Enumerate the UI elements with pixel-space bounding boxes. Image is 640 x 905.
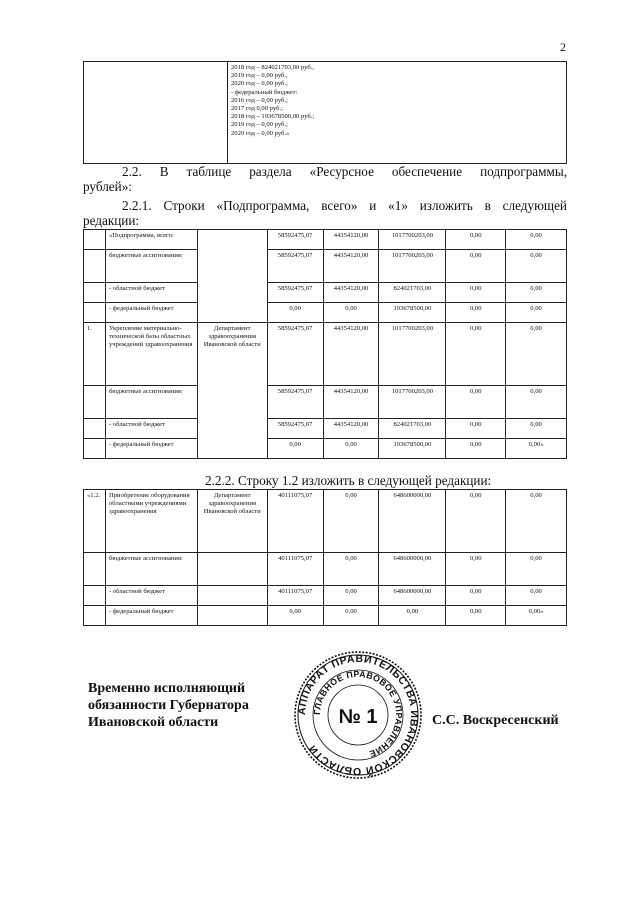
table-row bbox=[84, 439, 567, 459]
row-name: - федеральный бюджет bbox=[105, 439, 197, 459]
value-cell: 0,00 bbox=[506, 230, 567, 250]
value-cell: 0,00 bbox=[446, 490, 506, 553]
row-name: - областной бюджет bbox=[105, 283, 197, 303]
value-cell: 0,00 bbox=[446, 323, 506, 386]
funding-line: 2020 год – 0,00 руб.; bbox=[231, 80, 288, 88]
funding-line: 2018 год – 824021703,00 руб., bbox=[231, 64, 315, 71]
value-cell: 824021703,00 bbox=[379, 283, 446, 303]
table-row bbox=[84, 386, 567, 419]
row-number bbox=[84, 283, 106, 303]
value-cell: 0,00 bbox=[323, 303, 379, 323]
value-cell: 0,00 bbox=[323, 606, 379, 626]
value-cell: 0,00 bbox=[323, 553, 379, 586]
value-cell: 0,00 bbox=[446, 439, 506, 459]
value-cell: 824021703,00 bbox=[379, 419, 446, 439]
funding-cell bbox=[228, 62, 567, 164]
table-row bbox=[84, 283, 567, 303]
funding-line: 2016 год – 0,00 руб.; bbox=[231, 96, 288, 104]
row-executor: Департамент здравоохранения Ивановской области bbox=[197, 490, 267, 553]
value-cell: 1017700203,00 bbox=[379, 230, 446, 250]
value-cell: 58592475,07 bbox=[267, 386, 323, 419]
table-row bbox=[84, 553, 567, 586]
table-row bbox=[84, 490, 567, 553]
value-cell: 0,00 bbox=[446, 553, 506, 586]
value-cell: 40111075,07 bbox=[267, 586, 323, 606]
row-number bbox=[84, 439, 106, 459]
value-cell: 1017700203,00 bbox=[379, 323, 446, 386]
value-cell: 648600000,00 bbox=[379, 553, 446, 586]
table-row bbox=[84, 230, 567, 250]
row-name: - областной бюджет bbox=[105, 419, 197, 439]
paragraph-2-2-line2: рублей»: bbox=[83, 179, 132, 194]
value-cell: 44354120,00 bbox=[323, 386, 379, 419]
value-cell: 58592475,07 bbox=[267, 250, 323, 283]
value-cell: 0,00 bbox=[506, 250, 567, 283]
row-name: - федеральный бюджет bbox=[105, 303, 197, 323]
signatory-title-line: Временно исполняющий bbox=[88, 681, 246, 696]
row-executor bbox=[197, 606, 267, 626]
table-row bbox=[84, 303, 567, 323]
value-cell: 44354120,00 bbox=[323, 419, 379, 439]
paragraph-2-2-2: 2.2.2. Строку 1.2 изложить в следующей редакции: bbox=[205, 473, 492, 488]
funding-line: 2017 год 0,00 руб.; bbox=[231, 105, 283, 113]
value-cell: 0,00 bbox=[506, 323, 567, 386]
continued-table-fragment bbox=[83, 61, 567, 164]
value-cell: 58592475,07 bbox=[267, 283, 323, 303]
value-cell: 0,00» bbox=[506, 439, 567, 459]
row-number bbox=[84, 230, 106, 250]
page-number: 2 bbox=[560, 40, 566, 54]
value-cell: 1017700203,00 bbox=[379, 250, 446, 283]
funding-line: - федеральный бюджет: bbox=[231, 88, 298, 96]
value-cell: 0,00 bbox=[446, 386, 506, 419]
value-cell: 0,00 bbox=[506, 419, 567, 439]
value-cell: 44354120,00 bbox=[323, 323, 379, 386]
signatory-title-line: обязанности Губернатора bbox=[88, 698, 249, 713]
value-cell: 58592475,07 bbox=[267, 323, 323, 386]
seal-outer-text: АППАРАТ ПРАВИТЕЛЬСТВА ИВАНОВСКОЙ ОБЛАСТИ bbox=[295, 652, 421, 778]
value-cell: 0,00 bbox=[323, 586, 379, 606]
row-executor bbox=[197, 230, 267, 323]
value-cell: 0,00 bbox=[446, 250, 506, 283]
paragraph-2-2-line1: 2.2. В таблице раздела «Ресурсное обеспечение подпрограммы, bbox=[122, 164, 567, 179]
value-cell: 0,00 bbox=[323, 439, 379, 459]
value-cell: 0,00 bbox=[506, 490, 567, 553]
table-row bbox=[84, 323, 567, 386]
value-cell: 0,00 bbox=[267, 439, 323, 459]
value-cell: 0,00 bbox=[446, 586, 506, 606]
value-cell: 1017700203,00 bbox=[379, 386, 446, 419]
value-cell: 0,00 bbox=[506, 283, 567, 303]
value-cell: 44354120,00 bbox=[323, 283, 379, 303]
row-name: - областной бюджет bbox=[105, 586, 197, 606]
value-cell: 0,00 bbox=[323, 490, 379, 553]
subprogram-table bbox=[83, 229, 567, 459]
funding-line: 2020 год – 0,00 руб.» bbox=[231, 129, 290, 137]
value-cell: 0,00 bbox=[446, 230, 506, 250]
value-cell: 58592475,07 bbox=[267, 230, 323, 250]
funding-line: 2018 год – 193678500,00 руб.; bbox=[231, 113, 315, 121]
row-number bbox=[84, 553, 106, 586]
value-cell: 193678500,00 bbox=[379, 439, 446, 459]
value-cell: 0,00 bbox=[506, 303, 567, 323]
official-seal bbox=[293, 650, 423, 780]
value-cell: 0,00 bbox=[506, 586, 567, 606]
value-cell: 58592475,07 bbox=[267, 419, 323, 439]
table-row bbox=[84, 606, 567, 626]
row-name: бюджетные ассигнования: bbox=[105, 250, 197, 283]
paragraph-2-2-1-line1: 2.2.1. Строки «Подпрограмма, всего» и «1» изложить в следующей bbox=[122, 198, 567, 213]
value-cell: 40111075,07 bbox=[267, 553, 323, 586]
row-executor: Департамент здравоохранения Ивановской области bbox=[197, 323, 267, 459]
signatory-title-line: Ивановской области bbox=[88, 715, 219, 730]
value-cell: 0,00 bbox=[446, 606, 506, 626]
value-cell: 0,00 bbox=[506, 386, 567, 419]
value-cell: 0,00 bbox=[506, 553, 567, 586]
value-cell: 40111075,07 bbox=[267, 490, 323, 553]
signatory-title bbox=[88, 680, 249, 731]
row-name: «Подпрограмма, всего: bbox=[105, 230, 197, 250]
value-cell: 0,00» bbox=[506, 606, 567, 626]
value-cell: 0,00 bbox=[446, 303, 506, 323]
table-row bbox=[84, 419, 567, 439]
row-1-2-table bbox=[83, 489, 567, 626]
value-cell: 648600000,00 bbox=[379, 490, 446, 553]
funding-line: 2019 год – 0,00 руб., bbox=[231, 72, 288, 80]
value-cell: 0,00 bbox=[379, 606, 446, 626]
row-number: 1. bbox=[84, 323, 106, 386]
row-name: Приобретение оборудования областными учреждениями здравоохранения bbox=[105, 490, 197, 553]
signatory-name: С.С. Воскресенский bbox=[432, 713, 559, 728]
empty-cell bbox=[84, 62, 228, 164]
table-row bbox=[84, 586, 567, 606]
value-cell: 0,00 bbox=[446, 283, 506, 303]
row-number bbox=[84, 586, 106, 606]
row-number: «1.2. bbox=[84, 490, 106, 553]
row-name: - федеральный бюджет bbox=[105, 606, 197, 626]
row-name: Укрепление материально-технической базы областных учреждений здравоохранения bbox=[105, 323, 197, 386]
value-cell: 44354120,00 bbox=[323, 250, 379, 283]
table-row bbox=[84, 250, 567, 283]
row-number bbox=[84, 419, 106, 439]
row-number bbox=[84, 386, 106, 419]
value-cell: 648600000,00 bbox=[379, 586, 446, 606]
row-number bbox=[84, 250, 106, 283]
row-number bbox=[84, 606, 106, 626]
row-name: бюджетные ассигнования: bbox=[105, 386, 197, 419]
value-cell: 0,00 bbox=[446, 419, 506, 439]
paragraph-2-2-1-line2: редакции: bbox=[83, 213, 140, 228]
row-name: бюджетные ассигнования: bbox=[105, 553, 197, 586]
seal-number: № 1 bbox=[338, 706, 378, 728]
row-executor bbox=[197, 553, 267, 586]
funding-line: 2019 год – 0,00 руб.; bbox=[231, 121, 288, 129]
value-cell: 193678500,00 bbox=[379, 303, 446, 323]
seal-inner-text: ГЛАВНОЕ ПРАВОВОЕ УПРАВЛЕНИЕ bbox=[311, 668, 405, 760]
value-cell: 0,00 bbox=[267, 303, 323, 323]
value-cell: 0,00 bbox=[267, 606, 323, 626]
row-number bbox=[84, 303, 106, 323]
row-executor bbox=[197, 586, 267, 606]
value-cell: 44354120,00 bbox=[323, 230, 379, 250]
